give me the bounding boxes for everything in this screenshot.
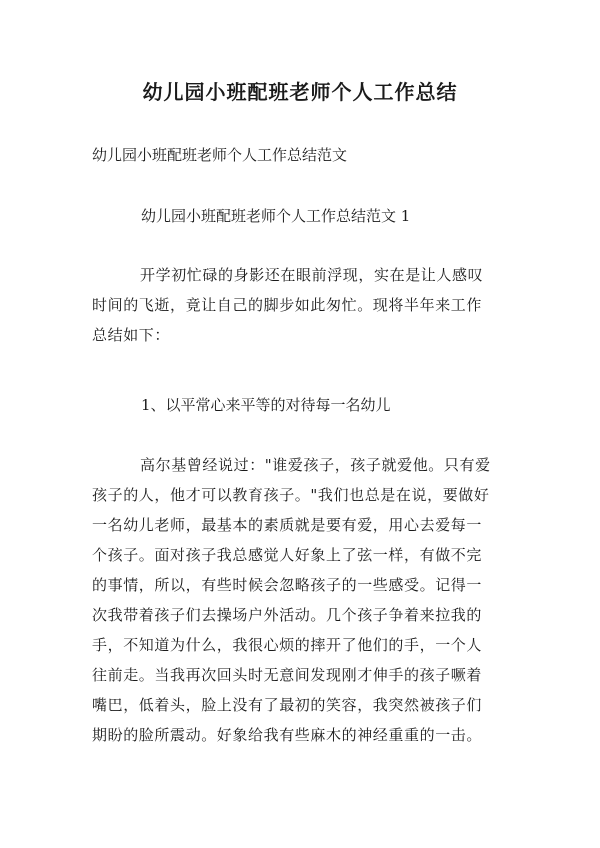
section-heading: 幼儿园小班配班老师个人工作总结范文 1	[141, 207, 411, 225]
intro-paragraph	[92, 260, 512, 350]
paragraph-line: 次我带着孩子们去操场户外活动。几个孩子争着来拉我的	[92, 606, 483, 624]
paragraph-line: 个孩子。面对孩子我总感觉人好象上了弦一样，有做不完	[92, 546, 483, 564]
paragraph-line: 孩子的人，他才可以教育孩子。"我们也总是在说，要做好	[92, 486, 490, 504]
document-title: 幼儿园小班配班老师个人工作总结	[142, 80, 458, 104]
paragraph-line: 手，不知道为什么，我很心烦的摔开了他们的手，一个人	[92, 636, 483, 654]
document-subtitle: 幼儿园小班配班老师个人工作总结范文	[92, 146, 348, 164]
paragraph-line: 的事情，所以，有些时候会忽略孩子的一些感受。记得一	[92, 576, 483, 594]
paragraph-line: 嘴巴，低着头，脸上没有了最初的笑容，我突然被孩子们	[92, 696, 483, 714]
item-heading: 1、以平常心来平等的对待每一名幼儿	[141, 396, 391, 414]
paragraph-line: 高尔基曾经说过："谁爱孩子，孩子就爱他。只有爱	[140, 456, 491, 474]
paragraph-line: 期盼的脸所震动。好象给我有些麻木的神经重重的一击。	[92, 726, 483, 744]
paragraph-line: 开学初忙碌的身影还在眼前浮现，实在是让人感叹	[140, 266, 484, 284]
paragraph-line: 一名幼儿老师，最基本的素质就是要有爱，用心去爱每一	[92, 516, 483, 534]
paragraph-line: 总结如下：	[92, 326, 171, 344]
paragraph-line: 时间的飞逝，竟让自己的脚步如此匆忙。现将半年来工作	[92, 296, 483, 314]
item-paragraph	[92, 450, 512, 750]
paragraph-line: 往前走。当我再次回头时无意间发现刚才伸手的孩子噘着	[92, 666, 483, 684]
